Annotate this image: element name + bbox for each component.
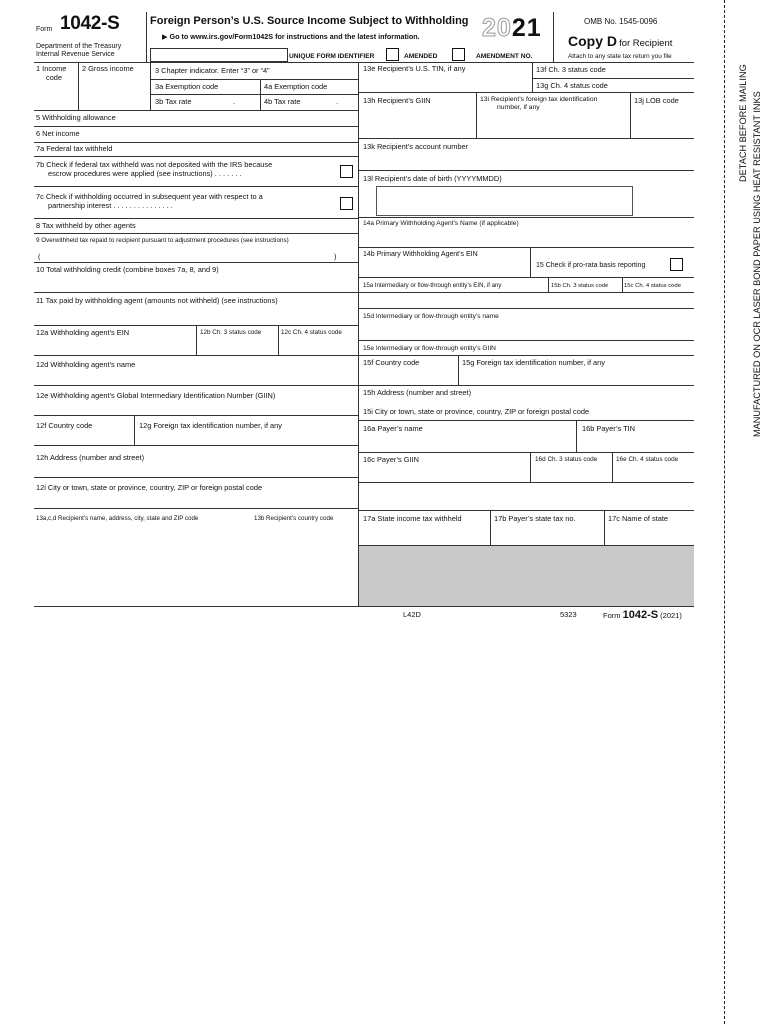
box16e-label: 16e Ch. 4 status code — [616, 456, 679, 463]
box13h-label: 13h Recipient’s GIIN — [363, 96, 431, 105]
box3b-label: 3b Tax rate — [155, 97, 192, 106]
form-label: Form — [36, 26, 53, 33]
box3-label: 3 Chapter indicator. Enter “3” or “4” — [155, 66, 270, 75]
footer-cat-number: 5323 — [560, 610, 577, 619]
box3b-decimal: . — [233, 97, 236, 106]
box7b-label: 7b Check if federal tax withheld was not deposited with the IRS because — [36, 160, 273, 169]
box5-label: 5 Withholding allowance — [36, 113, 116, 122]
box1-code-label: code — [46, 73, 63, 82]
shaded-area — [359, 546, 694, 606]
copy-designation — [568, 33, 672, 52]
amendment-number-label: AMENDMENT NO. — [476, 53, 533, 60]
box13f-label: 13f Ch. 3 status code — [536, 65, 606, 74]
box9-paren-close: ) — [334, 252, 337, 261]
tax-year — [482, 14, 542, 42]
box13i-label-line2: number, if any — [497, 104, 540, 111]
box12d-label: 12d Withholding agent’s name — [36, 360, 136, 369]
amended-checkbox[interactable] — [386, 48, 399, 61]
form-title: Foreign Person’s U.S. Source Income Subject to Withholding — [150, 15, 469, 27]
box17a-label: 17a State income tax withheld — [363, 514, 462, 523]
unique-form-identifier-label: UNIQUE FORM IDENTIFIER — [289, 53, 375, 60]
box12i-label: 12i City or town, state or province, country, ZIP or foreign postal code — [36, 483, 263, 492]
footer-code: L42D — [403, 610, 421, 619]
year-outline: 20 — [482, 14, 512, 42]
box13b-label: 13b Recipient’s country code — [254, 515, 334, 522]
box12a-label: 12a Withholding agent’s EIN — [36, 328, 130, 337]
footer-form-id — [603, 610, 682, 621]
box4b-decimal: . — [336, 97, 339, 106]
box16b-label: 16b Payer’s TIN — [582, 424, 635, 433]
box13l-label: 13l Recipient’s date of birth (YYYYMMDD) — [363, 174, 502, 183]
unique-form-identifier-field[interactable] — [150, 48, 288, 62]
box13i-label: 13i Recipient’s foreign tax identification — [480, 96, 598, 103]
box12g-label: 12g Foreign tax identification number, if any — [139, 421, 282, 430]
box15h-label: 15h Address (number and street) — [363, 388, 472, 397]
department-label: Department of the Treasury — [36, 43, 122, 50]
box7b-label-line2: escrow procedures were applied (see instructions) . . . . . . . — [48, 169, 242, 178]
footer-year: (2021) — [660, 611, 682, 620]
irs-label: Internal Revenue Service — [36, 51, 115, 58]
box14b-label: 14b Primary Withholding Agent’s EIN — [363, 251, 478, 258]
box3a-label: 3a Exemption code — [155, 82, 219, 91]
box15e-label: 15e Intermediary or flow-through entity’s GIIN — [363, 345, 496, 352]
box15d-label: 15d Intermediary or flow-through entity’s name — [363, 313, 499, 320]
form-number: 1042-S — [60, 13, 120, 34]
box13acd-label: 13a,c,d Recipient’s name, address, city, state and ZIP code — [36, 515, 199, 522]
copy-for-label: for Recipient — [619, 38, 673, 49]
box7a-label: 7a Federal tax withheld — [36, 144, 113, 153]
box2-label: 2 Gross income — [82, 64, 134, 73]
box4b-label: 4b Tax rate — [264, 97, 301, 106]
box12b-label: 12b Ch. 3 status code — [200, 329, 262, 336]
detach-note: DETACH BEFORE MAILING — [738, 64, 748, 182]
box15i-label: 15i City or town, state or province, country, ZIP or foreign postal code — [363, 407, 590, 416]
box9-paren-open: ( — [38, 252, 41, 261]
box7b-checkbox[interactable] — [340, 165, 353, 178]
box7c-label: 7c Check if withholding occurred in subsequent year with respect to a — [36, 192, 263, 201]
box7c-label-line2: partnership interest . . . . . . . . . . . . . . . — [48, 201, 173, 210]
box11-label: 11 Tax paid by withholding agent (amounts not withheld) (see instructions) — [36, 296, 278, 305]
amended-label: AMENDED — [404, 53, 438, 60]
amendment-number-box[interactable] — [452, 48, 465, 61]
box15g-label: 15g Foreign tax identification number, if any — [462, 358, 605, 367]
box8-label: 8 Tax withheld by other agents — [36, 221, 136, 230]
copy-label: Copy D — [568, 33, 617, 49]
box13j-label: 13j LOB code — [634, 96, 679, 105]
box14a-label: 14a Primary Withholding Agent’s Name (if applicable) — [363, 220, 519, 227]
box13e-label: 13e Recipient’s U.S. TIN, if any — [363, 64, 466, 73]
box13g-label: 13g Ch. 4 status code — [536, 81, 608, 90]
box1-label: 1 Income — [36, 64, 67, 73]
box4a-label: 4a Exemption code — [264, 82, 328, 91]
box7c-checkbox[interactable] — [340, 197, 353, 210]
year-bold: 21 — [511, 14, 542, 42]
detach-cut-line — [724, 0, 725, 1024]
box16d-label: 16d Ch. 3 status code — [535, 456, 598, 463]
manufactured-note: MANUFACTURED ON OCR LASER BOND PAPER USING HEAT RESISTANT INKS — [752, 91, 762, 437]
footer-form-number: 1042-S — [622, 609, 659, 621]
box15-label: 15 Check if pro-rata basis reporting — [536, 262, 646, 269]
box15a-label: 15a Intermediary or flow-through entity’s EIN, if any — [363, 282, 502, 289]
box6-label: 6 Net income — [36, 129, 80, 138]
box16a-label: 16a Payer’s name — [363, 424, 423, 433]
omb-number: OMB No. 1545-0096 — [584, 17, 658, 26]
box17c-label: 17c Name of state — [608, 514, 668, 523]
box12h-label: 12h Address (number and street) — [36, 453, 145, 462]
box12e-label: 12e Withholding agent’s Global Intermediary Identification Number (GIIN) — [36, 391, 276, 400]
box12f-label: 12f Country code — [36, 421, 93, 430]
box13k-label: 13k Recipient’s account number — [363, 142, 469, 151]
box15-checkbox[interactable] — [670, 258, 683, 271]
box15b-label: 15b Ch. 3 status code — [551, 283, 609, 289]
box10-label: 10 Total withholding credit (combine boxes 7a, 8, and 9) — [36, 265, 219, 274]
box9-label: 9 Overwithheld tax repaid to recipient pursuant to adjustment procedures (see instructions) — [36, 237, 289, 244]
box12c-label: 12c Ch. 4 status code — [281, 329, 342, 336]
box15c-label: 15c Ch. 4 status code — [624, 283, 681, 289]
attach-note: Attach to any state tax return you file — [568, 53, 672, 60]
instructions-link[interactable]: ▶ Go to www.irs.gov/Form1042S for instructions and the latest information. — [162, 32, 420, 41]
box16c-label: 16c Payer’s GIIN — [363, 455, 420, 464]
box17b-label: 17b Payer’s state tax no. — [494, 514, 576, 523]
footer-form-word: Form — [603, 611, 621, 620]
box15f-label: 15f Country code — [363, 358, 420, 367]
recipient-dob-field[interactable] — [376, 186, 633, 216]
